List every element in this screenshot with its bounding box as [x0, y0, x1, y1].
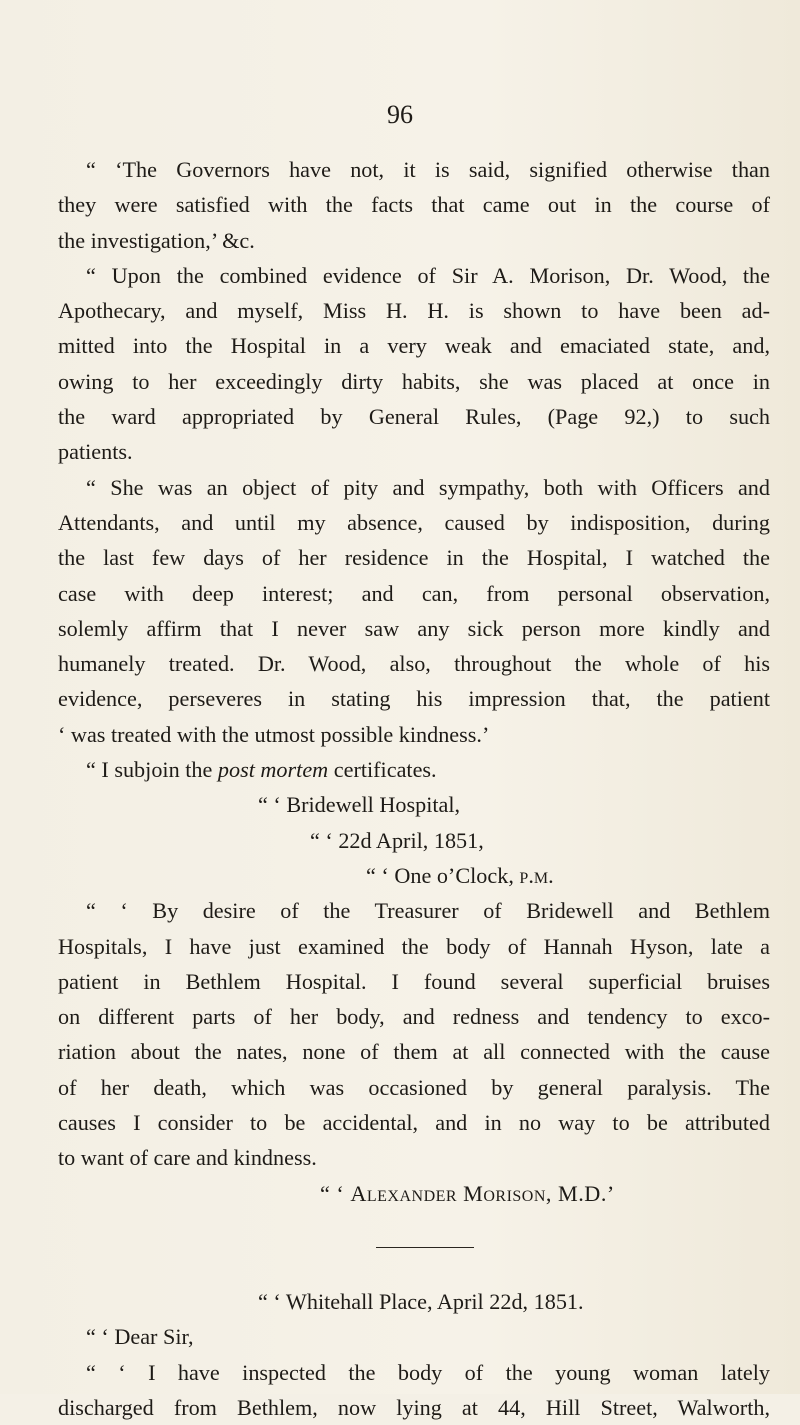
text-run-italic: post mortem	[217, 757, 329, 783]
text-line: patient in Bethlem Hospital. I found several superficial bruises	[58, 968, 770, 994]
body-text	[58, 152, 770, 1425]
text-line: they were satisfied with the facts that came out in the course of	[58, 192, 770, 218]
text-line: the ward appropriated by General Rules, (Page 92,) to such	[58, 404, 770, 430]
text-line: Hospitals, I have just examined the body of Hannah Hyson, late a	[58, 933, 770, 959]
text-line: humanely treated. Dr. Wood, also, throughout the whole of his	[58, 651, 770, 677]
text-line: case with deep interest; and can, from personal observation,	[58, 580, 770, 606]
text-line: “ ‘The Governors have not, it is said, signified otherwise than	[86, 157, 770, 182]
text-line: to want of care and kindness.	[58, 1145, 317, 1171]
section-divider	[376, 1247, 474, 1248]
text-run: certificates.	[328, 757, 437, 783]
signature-name: Alexander Morison	[350, 1180, 546, 1206]
text-line: “ Upon the combined evidence of Sir A. Morison, Dr. Wood, the	[86, 262, 770, 288]
text-line: “ ‘ I have inspected the body of the young woman lately	[86, 1359, 770, 1385]
text-run: , M.D.’	[545, 1180, 615, 1206]
address-line: “ ‘ Whitehall Place, April 22d, 1851.	[258, 1288, 584, 1314]
address-line: “ ‘ Bridewell Hospital,	[258, 792, 461, 818]
salutation-line: “ ‘ Dear Sir,	[86, 1324, 194, 1350]
text-line: the investigation,’ &c.	[58, 227, 255, 253]
text-line: patients.	[58, 439, 133, 465]
text-line: evidence, perseveres in stating his impression that, the patient	[58, 686, 770, 712]
time-line	[366, 858, 770, 893]
text-line: Attendants, and until my absence, caused by indisposition, during	[58, 509, 770, 535]
text-line: “ She was an object of pity and sympathy, both with Officers and	[86, 474, 770, 500]
text-line: Apothecary, and myself, Miss H. H. is shown to have been ad-	[58, 298, 770, 324]
text-line	[86, 752, 770, 787]
text-line: discharged from Bethlem, now lying at 44, Hill Street, Walworth,	[58, 1394, 770, 1420]
signature-line	[320, 1176, 770, 1211]
text-run-smallcaps: p.m.	[519, 862, 554, 888]
text-line: riation about the nates, none of them at all connected with the cause	[58, 1039, 770, 1065]
text-line: mitted into the Hospital in a very weak and emaciated state, and,	[58, 333, 770, 359]
text-run: “ I subjoin the	[86, 757, 218, 783]
page-number: 96	[387, 100, 413, 129]
text-run: “ ‘	[320, 1180, 351, 1206]
text-run: “ ‘ One o’Clock,	[366, 862, 520, 888]
text-line: solemly affirm that I never saw any sick person more kindly and	[58, 615, 770, 641]
text-line: the last few days of her residence in the Hospital, I watched the	[58, 545, 770, 571]
date-line: “ ‘ 22d April, 1851,	[310, 827, 484, 853]
text-line: causes I consider to be accidental, and in no way to be attributed	[58, 1110, 770, 1136]
text-line: on different parts of her body, and redness and tendency to exco-	[58, 1004, 770, 1030]
text-line: “ ‘ By desire of the Treasurer of Bridewell and Bethlem	[86, 898, 770, 924]
text-line: owing to her exceedingly dirty habits, she was placed at once in	[58, 368, 770, 394]
text-line: of her death, which was occasioned by general paralysis. The	[58, 1074, 770, 1100]
text-line: ‘ was treated with the utmost possible kindness.’	[58, 721, 490, 747]
